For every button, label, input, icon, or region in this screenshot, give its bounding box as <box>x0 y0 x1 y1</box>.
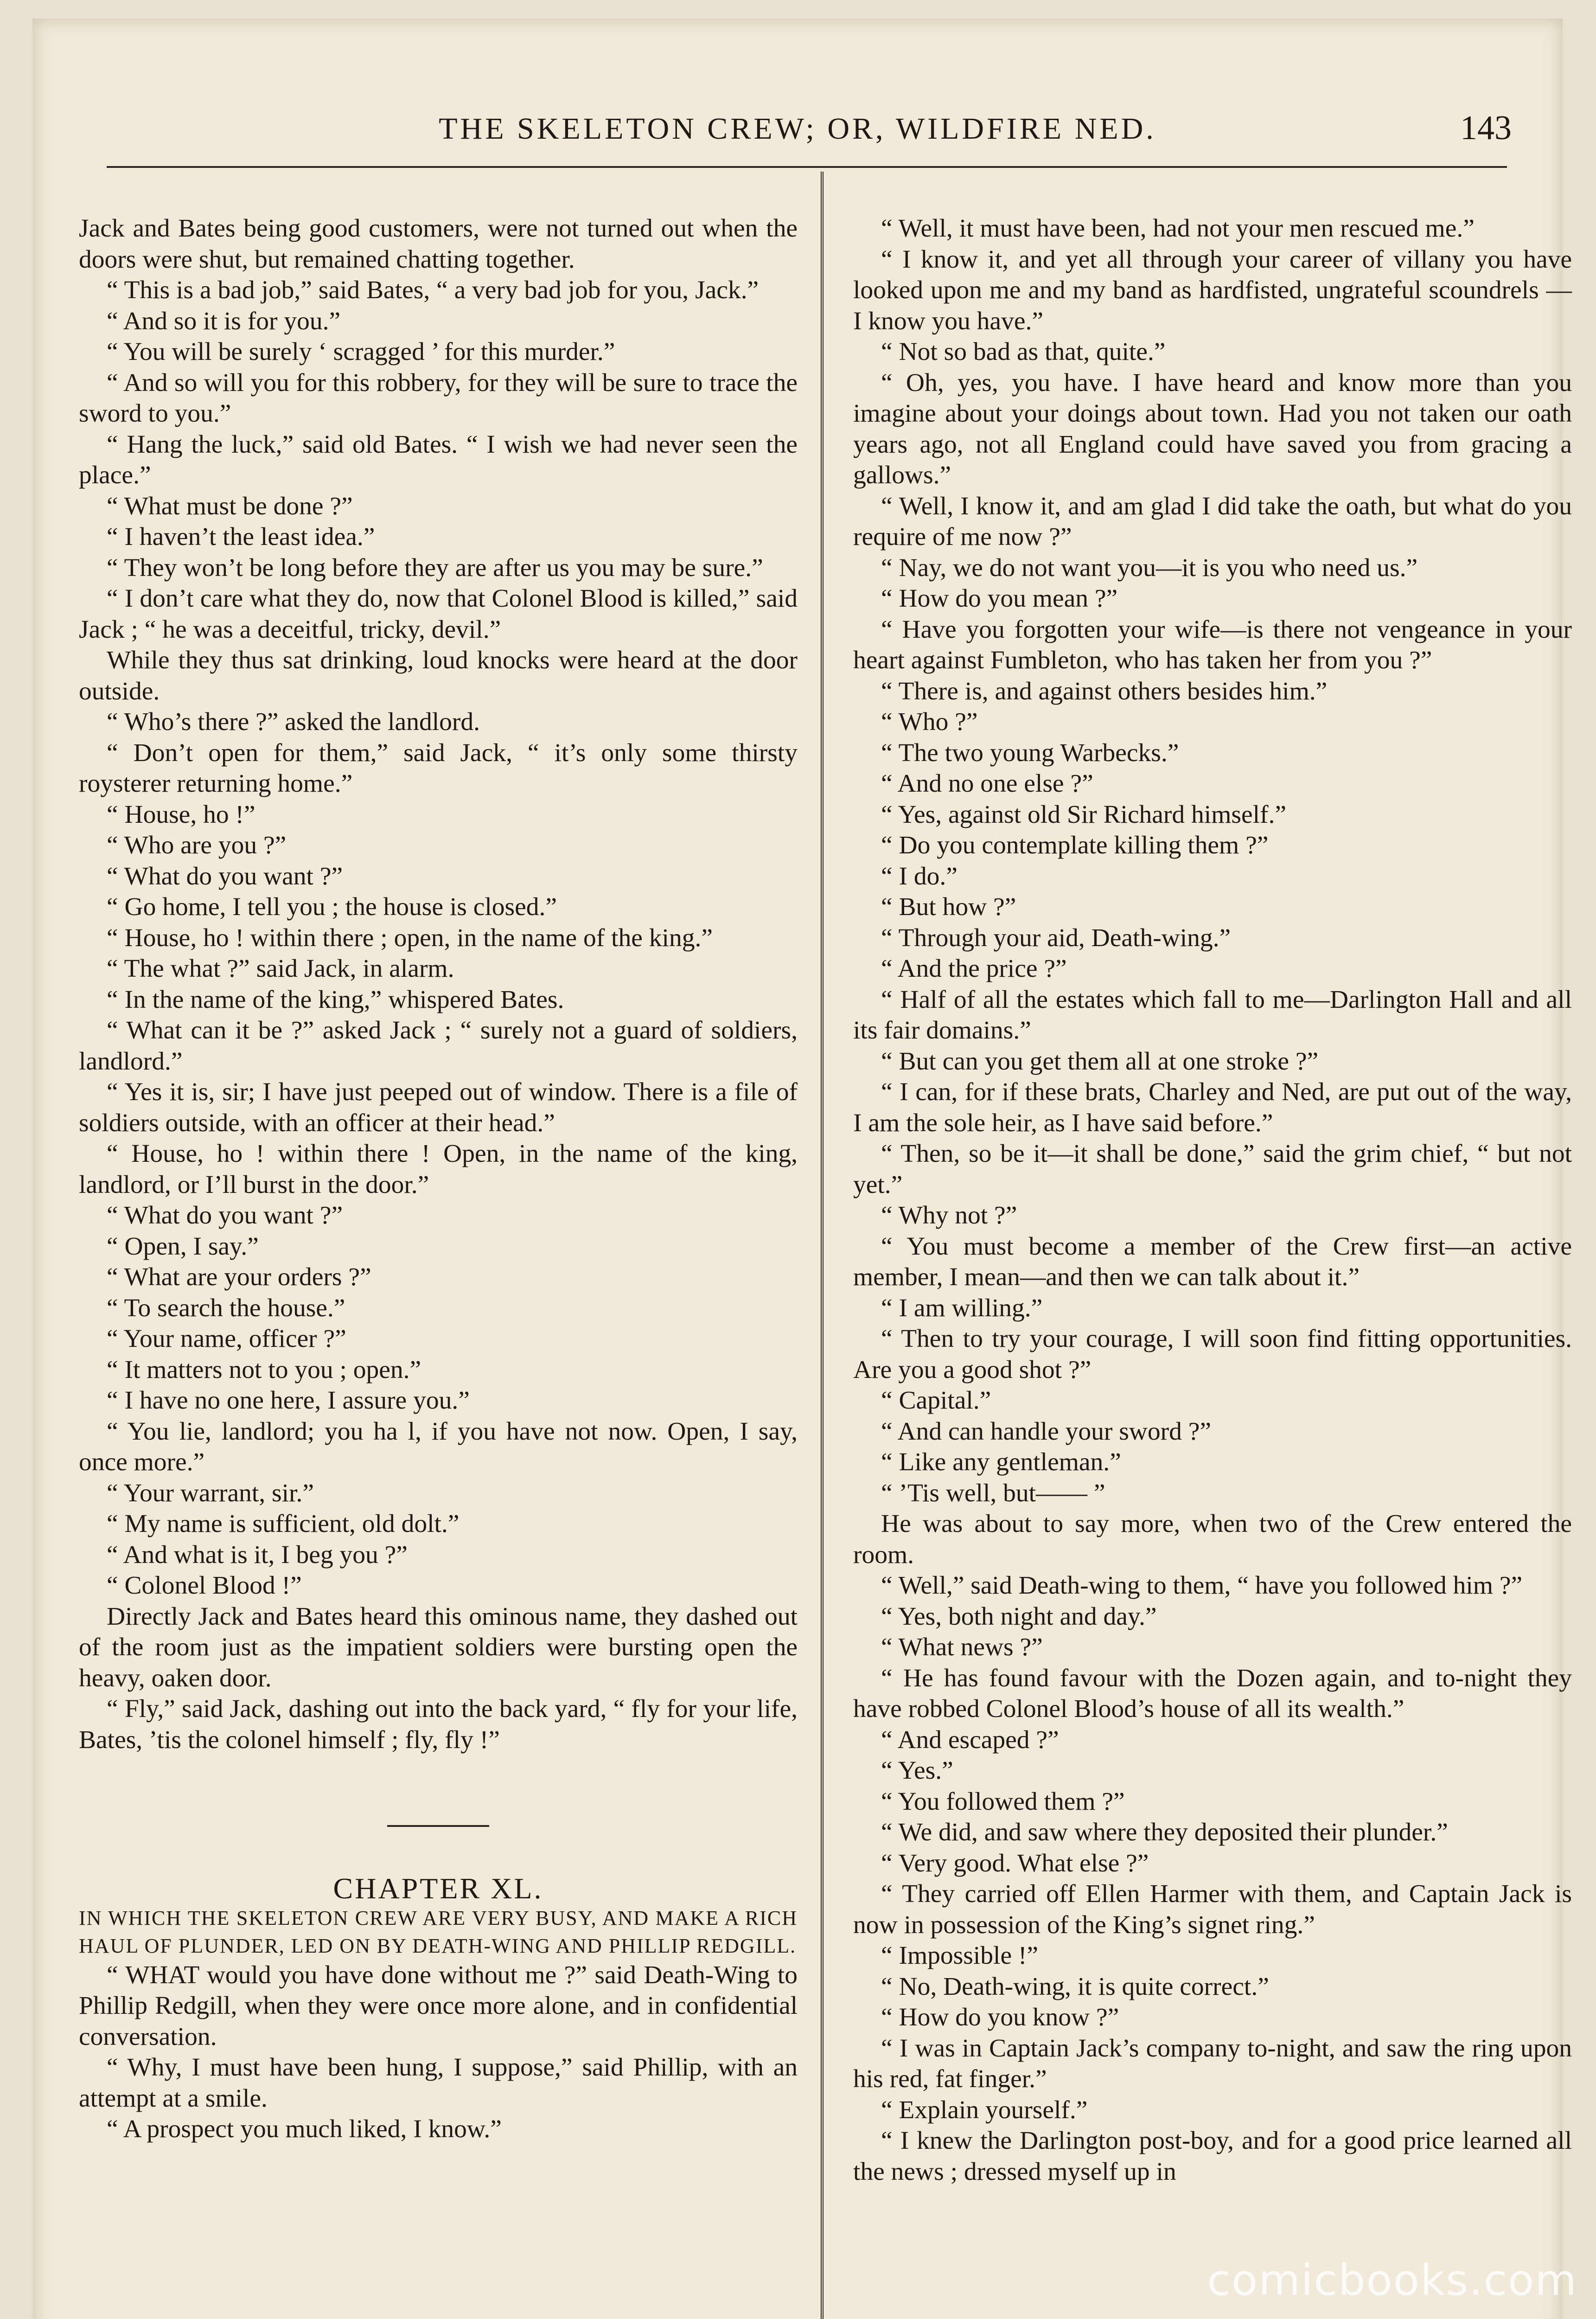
paragraph: “ You will be surely ‘ scragged ’ for this murder.” <box>107 338 615 366</box>
paragraph: “ You lie, landlord; you ha l, if you have not now. Open, I say, once more.” <box>79 1417 798 1476</box>
paragraph: “ I do.” <box>881 862 958 890</box>
paragraph: “ And so will you for this robbery, for they will be sure to trace the sword to you.” <box>79 368 798 428</box>
paragraph: “ What do you want ?” <box>107 1201 343 1230</box>
paragraph: “ And can handle your sword ?” <box>881 1417 1212 1446</box>
paragraph: “ Open, I say.” <box>107 1232 259 1261</box>
paragraph: “ The what ?” said Jack, in alarm. <box>107 955 454 983</box>
paragraph: “ Then, so be it—it shall be done,” said the grim chief, “ but not yet.” <box>853 1140 1572 1199</box>
paragraph: “ Oh, yes, you have. I have heard and know more than you imagine about your doings about town. Had you not taken our oath years ago, not all England could have saved you from gracing a gallows.” <box>853 368 1572 489</box>
paragraph: “ They carried off Ellen Harmer with them, and Captain Jack is now in possession of the King’s signet ring.” <box>853 1880 1572 1939</box>
paragraph: “ And no one else ?” <box>881 769 1093 798</box>
paragraph: “ Well, I know it, and am glad I did take the oath, but what do you require of me now ?” <box>853 492 1572 551</box>
paragraph: “ Nay, we do not want you—it is you who need us.” <box>881 553 1418 582</box>
paragraph: “ No, Death-wing, it is quite correct.” <box>881 1972 1269 2001</box>
paragraph: “ Capital.” <box>881 1386 991 1415</box>
paragraph: “ Yes, against old Sir Richard himself.” <box>881 800 1287 829</box>
chapter-opening-text <box>79 1960 798 2145</box>
paragraph: “ I haven’t the least idea.” <box>107 523 375 551</box>
paragraph: “ How do you mean ?” <box>881 584 1118 613</box>
left-column-text <box>79 213 798 1755</box>
paragraph: “ Yes.” <box>881 1756 953 1785</box>
paragraph: “ Your name, officer ?” <box>107 1325 346 1353</box>
paragraph: “ The two young Warbecks.” <box>881 738 1179 767</box>
paragraph: While they thus sat drinking, loud knocks were heard at the door outside. <box>79 646 798 705</box>
paragraph: “ And the price ?” <box>881 955 1067 983</box>
paragraph: “ I am willing.” <box>881 1294 1043 1322</box>
paragraph: “ House, ho ! within there ! Open, in the name of the king, landlord, or I’ll burst in the door.” <box>79 1140 798 1199</box>
header-rule <box>107 166 1507 168</box>
paragraph: Directly Jack and Bates heard this ominous name, they dashed out of the room just as the impatient soldiers were bursting open the heavy, oaken door. <box>79 1602 798 1692</box>
paragraph: “ We did, and saw where they deposited their plunder.” <box>881 1818 1448 1846</box>
paragraph: “ House, ho ! within there ; open, in the name of the king.” <box>107 923 713 952</box>
paragraph: “ I have no one here, I assure you.” <box>107 1386 470 1415</box>
paragraph: “ I know it, and yet all through your career of villany you have looked upon me and my band as hardfisted, ungrateful scoundrels — I know you have.” <box>853 245 1572 335</box>
paragraph: “ And escaped ?” <box>881 1725 1059 1754</box>
paragraph: “ What can it be ?” asked Jack ; “ surely not a guard of soldiers, landlord.” <box>79 1016 798 1076</box>
paragraph: “ Who are you ?” <box>107 831 287 859</box>
paragraph: “ You must become a member of the Crew first—an active member, I mean—and then we can talk about it.” <box>853 1232 1572 1291</box>
watermark: comicbooks.com <box>1207 2255 1577 2305</box>
paragraph: “ My name is sufficient, old dolt.” <box>107 1510 460 1538</box>
paragraph: He was about to say more, when two of the Crew entered the room. <box>853 1510 1572 1569</box>
paragraph: “ I knew the Darlington post-boy, and for a good price learned all the news ; dressed myself up in <box>853 2127 1572 2186</box>
paragraph: “ I can, for if these brats, Charley and Ned, are put out of the way, I am the sole heir, as I have said before.” <box>853 1078 1572 1137</box>
paragraph: “ Don’t open for them,” said Jack, “ it’s only some thirsty roysterer returning home.” <box>79 738 798 798</box>
paragraph: “ Half of all the estates which fall to me—Darlington Hall and all its fair domains.” <box>853 985 1572 1044</box>
paragraph: “ You followed them ?” <box>881 1787 1125 1816</box>
paragraph: “ Not so bad as that, quite.” <box>881 338 1166 366</box>
running-head: THE SKELETON CREW; OR, WILDFIRE NED. <box>439 112 1156 146</box>
paragraph: “ Fly,” said Jack, dashing out into the back yard, “ fly for your life, Bates, ’tis the colonel himself ; fly, fly !” <box>79 1695 798 1754</box>
paragraph: “ I was in Captain Jack’s company to-night, and saw the ring upon his red, fat finger.” <box>853 2034 1572 2093</box>
paragraph: “ Like any gentleman.” <box>881 1448 1121 1476</box>
paragraph: “ Do you contemplate killing them ?” <box>881 831 1269 859</box>
paragraph: “ Who ?” <box>881 708 978 736</box>
paragraph: “ And what is it, I beg you ?” <box>107 1540 408 1569</box>
paragraph: “ Through your aid, Death-wing.” <box>881 923 1231 952</box>
paragraph: “ Well, it must have been, had not your men rescued me.” <box>881 214 1475 243</box>
paragraph: “ I don’t care what they do, now that Colonel Blood is killed,” said Jack ; “ he was a deceitful, tricky, devil.” <box>79 584 798 644</box>
paragraph: “ Well,” said Death-wing to them, “ have you followed him ?” <box>881 1571 1523 1600</box>
paragraph: “ Colonel Blood !” <box>107 1571 302 1600</box>
column-divider <box>821 172 824 2319</box>
paragraph: “ Why not ?” <box>881 1201 1017 1230</box>
paragraph: “ How do you know ?” <box>881 2003 1119 2031</box>
paragraph: “ But how ?” <box>881 893 1016 921</box>
paragraph: “ Go home, I tell you ; the house is closed.” <box>107 893 557 921</box>
paragraph: “ This is a bad job,” said Bates, “ a very bad job for you, Jack.” <box>107 276 759 304</box>
chapter-synopsis: IN WHICH THE SKELETON CREW ARE VERY BUSY, AND MAKE A RICH HAUL OF PLUNDER, LED ON BY DEATH-WING AND PHILLIP REDGILL. <box>79 1906 798 1957</box>
paragraph: “ To search the house.” <box>107 1294 345 1322</box>
paragraph: “ House, ho !” <box>107 800 255 829</box>
paragraph: “ Who’s there ?” asked the landlord. <box>107 708 480 736</box>
paragraph: “ Have you forgotten your wife—is there not vengeance in your heart against Fumbleton, who has taken her from you ?” <box>853 615 1572 674</box>
chapter-separator-rule <box>387 1825 489 1827</box>
book-page <box>32 19 1572 2319</box>
paragraph: “ A prospect you much liked, I know.” <box>107 2115 502 2143</box>
paragraph: “ Impossible !” <box>881 1941 1039 1970</box>
paragraph: “ There is, and against others besides him.” <box>881 677 1328 705</box>
chapter-title: CHAPTER XL. <box>333 1872 543 1905</box>
paragraph: “ Yes, both night and day.” <box>881 1602 1157 1631</box>
paragraph: “ What news ?” <box>881 1633 1043 1661</box>
right-column-text <box>853 213 1572 2187</box>
right-column <box>853 213 1572 2187</box>
paragraph: “ And so it is for you.” <box>107 307 341 335</box>
paragraph: “ Why, I must have been hung, I suppose,” said Phillip, with an attempt at a smile. <box>79 2053 798 2113</box>
paragraph: “ Hang the luck,” said old Bates. “ I wish we had never seen the place.” <box>79 430 798 489</box>
paragraph: “ In the name of the king,” whispered Bates. <box>107 985 564 1014</box>
paragraph: “ ’Tis well, but—— ” <box>881 1479 1105 1507</box>
paragraph: “ Your warrant, sir.” <box>107 1479 314 1507</box>
paragraph: “ Explain yourself.” <box>881 2095 1088 2124</box>
paragraph: “ Very good. What else ?” <box>881 1849 1149 1877</box>
paragraph: Jack and Bates being good customers, were not turned out when the doors were shut, but remained chatting together. <box>79 214 798 274</box>
left-column <box>79 213 798 2145</box>
paragraph: “ Then to try your courage, I will soon find fitting opportunities. Are you a good shot ?” <box>853 1325 1572 1384</box>
paragraph: “ He has found favour with the Dozen again, and to-night they have robbed Colonel Blood’s house of all its wealth.” <box>853 1664 1572 1723</box>
paragraph: “ What are your orders ?” <box>107 1263 371 1291</box>
page-header <box>32 102 1563 162</box>
paragraph: “ Yes it is, sir; I have just peeped out of window. There is a file of soldiers outside, with an officer at their head.” <box>79 1078 798 1137</box>
paragraph: “ It matters not to you ; open.” <box>107 1355 421 1384</box>
page-number: 143 <box>1460 109 1512 147</box>
paragraph: “ What do you want ?” <box>107 862 343 890</box>
paragraph: “ WHAT would you have done without me ?” said Death-Wing to Phillip Redgill, when they were once more alone, and in confidential conversation. <box>79 1960 798 2051</box>
paragraph: “ What must be done ?” <box>107 492 353 520</box>
paragraph: “ But can you get them all at one stroke ?” <box>881 1047 1319 1076</box>
paragraph: “ They won’t be long before they are after us you may be sure.” <box>107 553 763 582</box>
